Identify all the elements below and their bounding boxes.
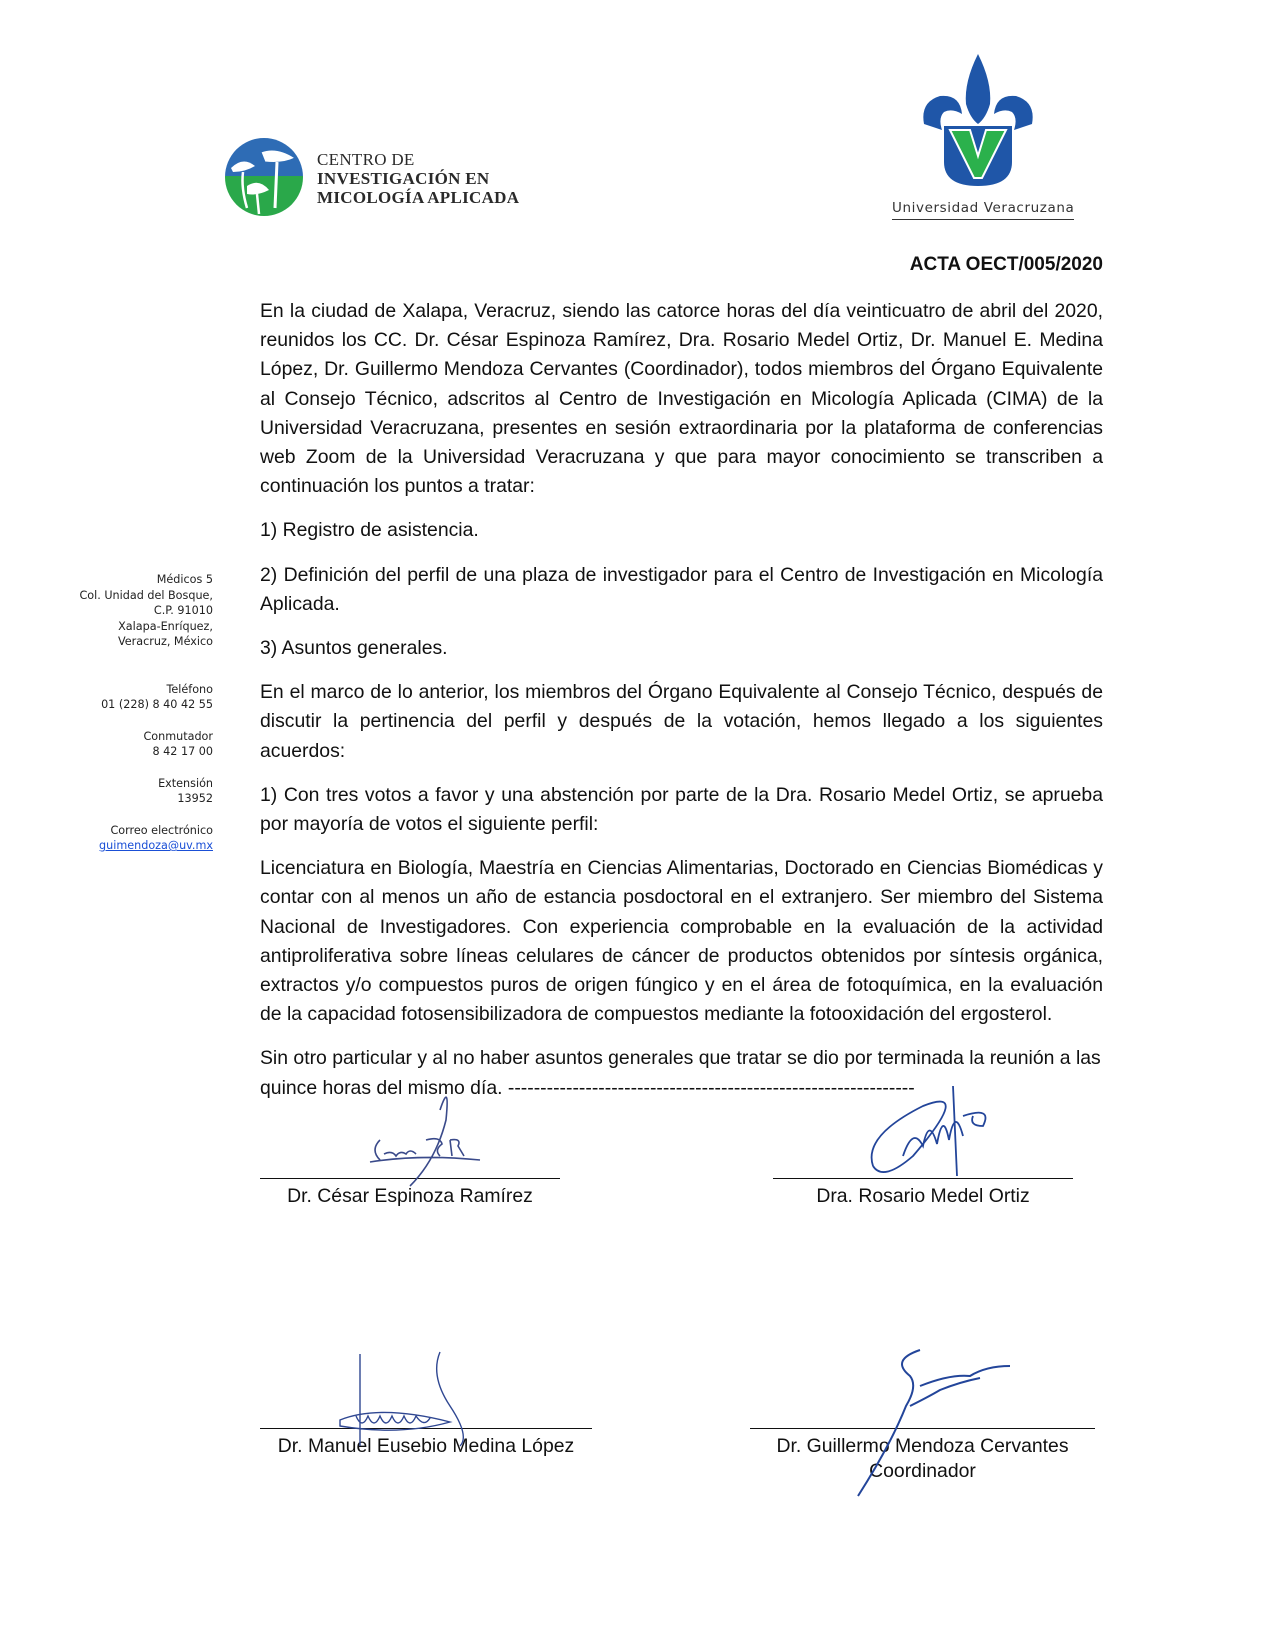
- paragraph-closing: Sin otro particular y al no haber asuntos generales que tratar se dio por terminada la reunión a las quince horas del mismo día. ---------------------------------------------------------------: [260, 1047, 1101, 1099]
- address-line: Xalapa-Enríquez,: [118, 619, 213, 633]
- handwritten-signature-icon: [320, 1346, 500, 1456]
- agenda-item-2: 2) Definición del perfil de una plaza de investigador para el Centro de Investigación en Micología Aplicada.: [260, 563, 1103, 615]
- signer-name: Dr. Manuel Eusebio Medina López: [277, 1435, 575, 1457]
- signature-block-medel: [773, 1178, 1073, 1208]
- extension-block: [13, 776, 213, 807]
- switchboard-block: [13, 729, 213, 760]
- address-line: Veracruz, México: [117, 635, 213, 648]
- cima-logo: [225, 138, 545, 218]
- address-line: Col. Unidad del Bosque,: [79, 588, 213, 602]
- signer-name: Dra. Rosario Medel Ortiz: [816, 1185, 1030, 1207]
- phone-block: [13, 682, 213, 713]
- switchboard-value: 8 42 17 00: [152, 745, 213, 758]
- signer-role: Coordinador: [869, 1460, 976, 1482]
- agenda-item-3: 3) Asuntos generales.: [260, 637, 448, 660]
- acta-number: ACTA OECT/005/2020: [909, 254, 1103, 275]
- cima-logo-line1: CENTRO DE: [317, 150, 415, 169]
- paragraph-agreements-intro: En el marco de lo anterior, los miembros del Órgano Equivalente al Consejo Técnico, después de discutir la pertinencia del perfil y después de la votación, hemos llegado a los siguientes acuerdos:: [260, 681, 1103, 762]
- address-line: C.P. 91010: [153, 604, 213, 617]
- extension-label: Extensión: [158, 776, 213, 790]
- cima-logo-line2: INVESTIGACIÓN EN: [317, 169, 490, 188]
- uv-logo-name: Universidad Veracruzana: [892, 200, 1074, 220]
- signer-name: Dr. Guillermo Mendoza Cervantes: [776, 1435, 1069, 1457]
- phone-label: Teléfono: [166, 682, 213, 696]
- paragraph-intro: En la ciudad de Xalapa, Veracruz, siendo las catorce horas del día veinticuatro de abril del 2020, reunidos los CC. Dr. César Espinoza Ramírez, Dra. Rosario Medel Ortiz, Dr. Manuel E. Medina López, Dr. Guillermo Mendoza Cervantes (Coordinador), todos miembros del Órgano Equivalente al Consejo Técnico, adscritos al Centro de Investigación en Micología Aplicada (CIMA) de la Universidad Veracruzana, presentes en sesión extraordinaria por la plataforma de conferencias web Zoom de la Universidad Veracruzana y que para mayor conocimiento se transcriben a continuación los puntos a tratar:: [260, 300, 1103, 498]
- document-body: [260, 297, 1103, 1118]
- extension-value: 13952: [177, 792, 213, 805]
- handwritten-signature-icon: [853, 1086, 1003, 1186]
- uv-logo: [880, 52, 1080, 227]
- agreement-1: 1) Con tres votos a favor y una abstención por parte de la Dra. Rosario Medel Ortiz, se aprueba por mayoría de votos el siguiente perfil:: [260, 783, 1103, 836]
- address-block: [13, 572, 213, 650]
- email-label: Correo electrónico: [110, 823, 213, 837]
- address-line: Médicos 5: [156, 573, 213, 586]
- switchboard-label: Conmutador: [143, 729, 213, 743]
- mushroom-globe-icon: [225, 138, 303, 216]
- handwritten-signature-icon: [340, 1080, 500, 1190]
- signer-name: Dr. César Espinoza Ramírez: [287, 1185, 533, 1207]
- signature-block-mendoza: [750, 1428, 1095, 1483]
- email-block: [13, 823, 213, 854]
- contact-sidebar: [13, 572, 213, 870]
- phone-value: 01 (228) 8 40 42 55: [101, 698, 213, 711]
- fleur-de-lis-v-icon: [916, 52, 1056, 192]
- agenda-item-1: 1) Registro de asistencia.: [260, 519, 479, 542]
- signature-block-medina: [260, 1428, 592, 1458]
- email-link[interactable]: guimendoza@uv.mx: [99, 839, 213, 852]
- signature-block-espinoza: [260, 1178, 560, 1208]
- cima-logo-line3: MICOLOGÍA APLICADA: [317, 188, 520, 207]
- handwritten-signature-icon: [810, 1346, 1010, 1506]
- profile-description: Licenciatura en Biología, Maestría en Ciencias Alimentarias, Doctorado en Ciencias Biomédicas y contar con al menos un año de estancia posdoctoral en el extranjero. Ser miembro del Sistema Nacional de Investigadores. Con experiencia comprobable en la evaluación de la actividad antiproliferativa sobre líneas celulares de cáncer de productos obtenidos por síntesis orgánica, extractos y/o compuestos puros de origen fúngico y en el área de fotoquímica, en la evaluación de la capacidad fotosensibilizadora de compuestos mediante la fotooxidación del ergosterol.: [260, 857, 1103, 1026]
